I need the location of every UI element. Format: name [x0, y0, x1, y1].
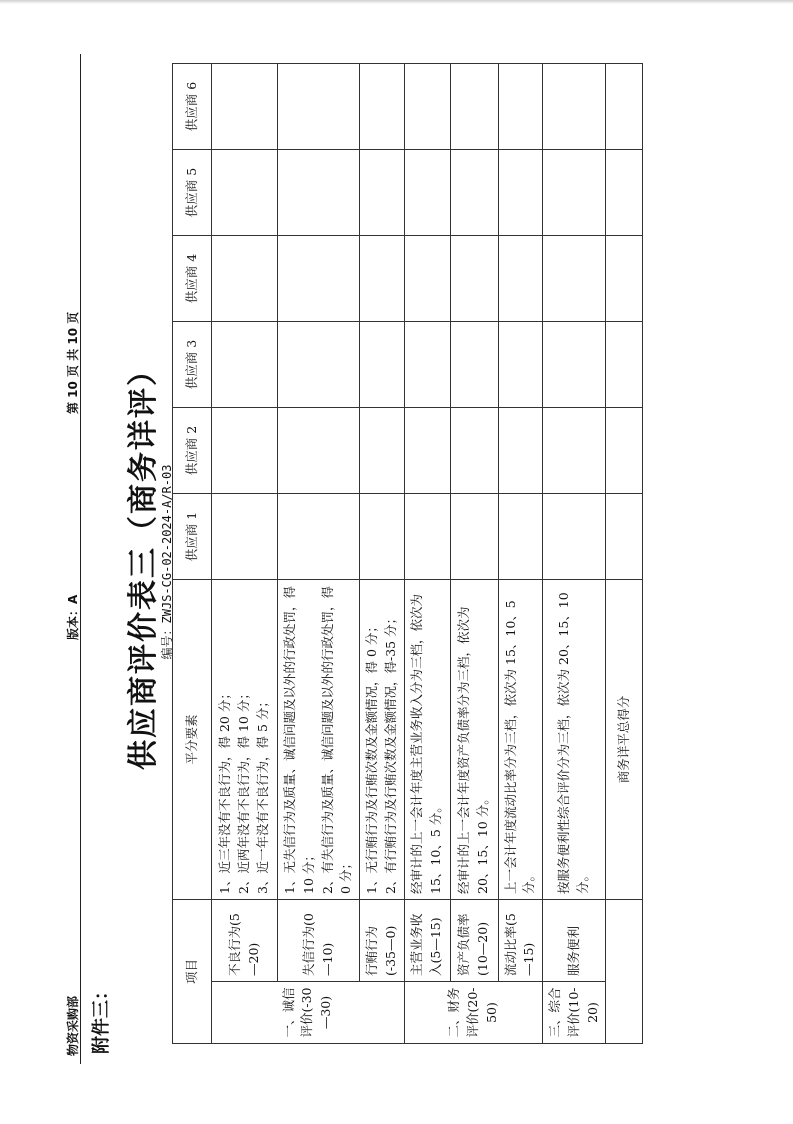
- score-cell-supplier-3[interactable]: [360, 321, 405, 407]
- category-cell: 二、财务评价(20-50): [404, 982, 543, 1044]
- score-cell-supplier-5[interactable]: [498, 149, 543, 235]
- total-row: [606, 63, 643, 1043]
- score-cell-supplier-2[interactable]: [543, 407, 606, 493]
- item-cell: 服务便利: [543, 899, 606, 981]
- score-cell-supplier-3[interactable]: [212, 321, 278, 407]
- table-row: [278, 63, 360, 1043]
- criteria-cell: 经审计的上一会计年度主营业务收入分为三档，依次为 15、10、5 分。: [404, 579, 450, 899]
- score-cell-supplier-1[interactable]: [212, 493, 278, 579]
- criteria-cell: 经审计的上一会计年度资产负债率分为三档，依次为 20、15、10 分。: [450, 579, 498, 899]
- total-empty-cell: [606, 899, 643, 1043]
- score-cell-supplier-3[interactable]: [498, 321, 543, 407]
- header-rule: [80, 54, 81, 1064]
- score-cell-supplier-5[interactable]: [450, 149, 498, 235]
- score-cell-supplier-5[interactable]: [360, 149, 405, 235]
- score-cell-supplier-3[interactable]: [278, 321, 360, 407]
- score-cell-supplier-6[interactable]: [360, 63, 405, 149]
- table-header-row: [173, 63, 212, 1043]
- item-cell: 不良行为(5—20): [212, 899, 278, 981]
- score-cell-supplier-6[interactable]: [278, 63, 360, 149]
- department-label: 物资采购部: [66, 995, 80, 1056]
- score-cell-supplier-2[interactable]: [450, 407, 498, 493]
- score-cell-supplier-3[interactable]: [543, 321, 606, 407]
- score-cell-supplier-5[interactable]: [212, 149, 278, 235]
- table-row: [212, 63, 278, 1043]
- total-score-supplier-4[interactable]: [606, 235, 643, 321]
- header-supplier-4: 供应商 4: [173, 235, 212, 321]
- item-cell: 失信行为(0—10): [278, 899, 360, 981]
- score-cell-supplier-6[interactable]: [212, 63, 278, 149]
- score-cell-supplier-6[interactable]: [543, 63, 606, 149]
- table-row: [404, 63, 450, 1043]
- document-code: 编号：ZWJS-CG-02-2024-A/R-03: [160, 464, 174, 660]
- total-score-supplier-1[interactable]: [606, 493, 643, 579]
- score-cell-supplier-4[interactable]: [450, 235, 498, 321]
- score-cell-supplier-4[interactable]: [498, 235, 543, 321]
- total-label: 商务详平总得分: [606, 579, 643, 899]
- table-row: [543, 63, 606, 1043]
- score-cell-supplier-2[interactable]: [404, 407, 450, 493]
- score-cell-supplier-5[interactable]: [404, 149, 450, 235]
- score-cell-supplier-1[interactable]: [543, 493, 606, 579]
- evaluation-table: [172, 63, 643, 1044]
- score-cell-supplier-6[interactable]: [450, 63, 498, 149]
- score-cell-supplier-2[interactable]: [498, 407, 543, 493]
- score-cell-supplier-4[interactable]: [543, 235, 606, 321]
- score-cell-supplier-6[interactable]: [404, 63, 450, 149]
- criteria-cell: 上一会计年度流动比率分为三档，依次为 15、10、5 分。: [498, 579, 543, 899]
- total-score-supplier-6[interactable]: [606, 63, 643, 149]
- score-cell-supplier-1[interactable]: [404, 493, 450, 579]
- score-cell-supplier-5[interactable]: [543, 149, 606, 235]
- attachment-label: 附件三：: [91, 982, 112, 1054]
- total-score-supplier-5[interactable]: [606, 149, 643, 235]
- header-supplier-5: 供应商 5: [173, 149, 212, 235]
- page-number: 第 10 页 共 10 页: [66, 311, 80, 414]
- item-cell: 资产负债率(10—20): [450, 899, 498, 981]
- score-cell-supplier-2[interactable]: [360, 407, 405, 493]
- score-cell-supplier-4[interactable]: [404, 235, 450, 321]
- table-row: [360, 63, 405, 1043]
- category-cell: 一、诚信评价(-30—30): [212, 982, 405, 1044]
- version-label: 版本：A: [66, 594, 80, 640]
- table-row: [498, 63, 543, 1043]
- score-cell-supplier-4[interactable]: [212, 235, 278, 321]
- header-supplier-6: 供应商 6: [173, 63, 212, 149]
- table-body: [212, 63, 643, 1043]
- criteria-cell: 按服务便利性综合评价分为三档，依次为 20、15、10 分。: [543, 579, 606, 899]
- item-cell: 主营业务收入(5—15): [404, 899, 450, 981]
- header-supplier-1: 供应商 1: [173, 493, 212, 579]
- total-score-supplier-2[interactable]: [606, 407, 643, 493]
- criteria-cell: 1、无失信行为及质量、诚信问题及以外的行政处罚，得 10 分； 2、有失信行为及质量、诚信问题及以外的行政处罚，得 0 分；: [278, 579, 360, 899]
- header-item: 项目: [173, 899, 212, 1043]
- score-cell-supplier-3[interactable]: [450, 321, 498, 407]
- score-cell-supplier-1[interactable]: [450, 493, 498, 579]
- score-cell-supplier-3[interactable]: [404, 321, 450, 407]
- score-cell-supplier-5[interactable]: [278, 149, 360, 235]
- score-cell-supplier-1[interactable]: [278, 493, 360, 579]
- criteria-cell: 1、无行贿行为及行贿次数及金额情况，得 0 分； 2、有行贿行为及行贿次数及金额情况，得-35 分；: [360, 579, 405, 899]
- table-row: [450, 63, 498, 1043]
- header-criteria: 平分要素: [173, 579, 212, 899]
- header-supplier-3: 供应商 3: [173, 321, 212, 407]
- score-cell-supplier-2[interactable]: [278, 407, 360, 493]
- score-cell-supplier-4[interactable]: [278, 235, 360, 321]
- page-title: 供应商评价表三（商务详评）: [126, 354, 161, 770]
- score-cell-supplier-1[interactable]: [360, 493, 405, 579]
- criteria-cell: 1、近三年没有不良行为，得 20 分； 2、近两年没有不良行为，得 10 分； 3、近一年没有不良行为，得 5 分；: [212, 579, 278, 899]
- score-cell-supplier-1[interactable]: [498, 493, 543, 579]
- header-supplier-2: 供应商 2: [173, 407, 212, 493]
- category-cell: 三、综合评价(10-20): [543, 982, 606, 1044]
- score-cell-supplier-6[interactable]: [498, 63, 543, 149]
- score-cell-supplier-2[interactable]: [212, 407, 278, 493]
- item-cell: 行贿行为(-35—0): [360, 899, 405, 981]
- score-cell-supplier-4[interactable]: [360, 235, 405, 321]
- total-score-supplier-3[interactable]: [606, 321, 643, 407]
- item-cell: 流动比率(5—15): [498, 899, 543, 981]
